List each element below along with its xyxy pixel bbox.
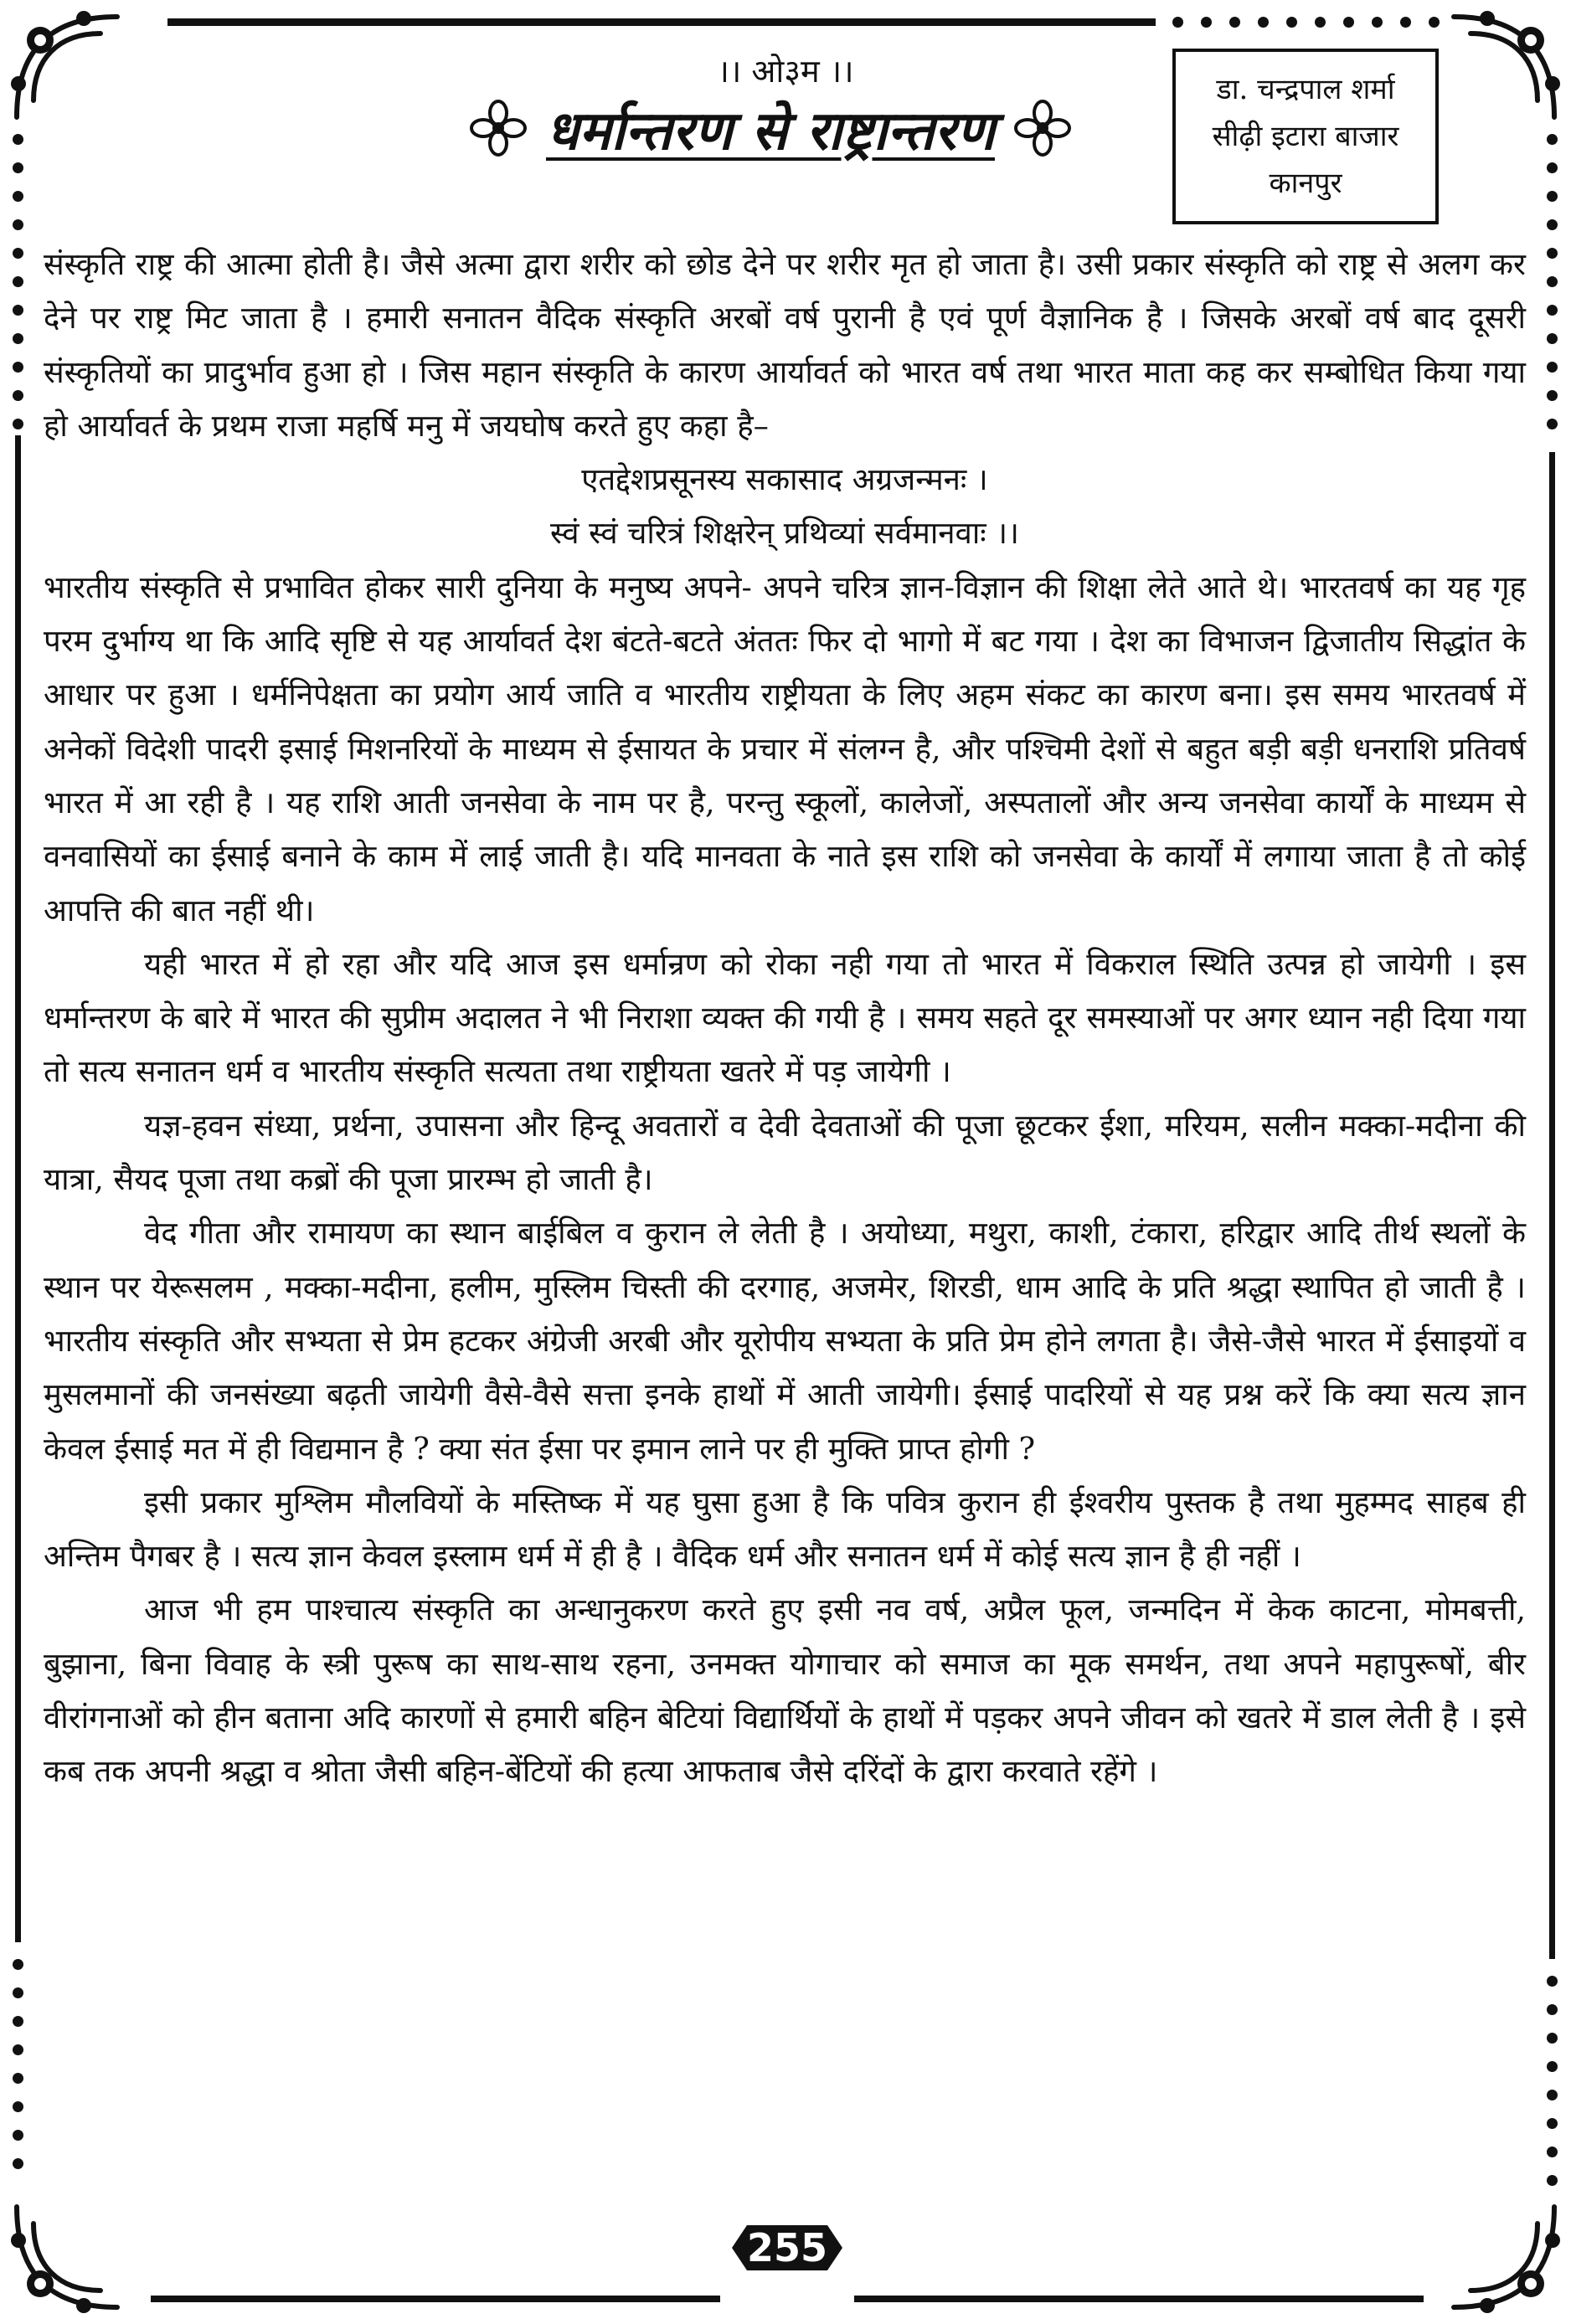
border-dot [1343,17,1354,28]
border-dot [13,2158,23,2169]
border-dot [1547,390,1558,401]
author-box [1172,49,1439,224]
page-title: धर्मान्तरण से राष्ट्रान्तरण [545,99,996,162]
border-dot [1547,276,1558,287]
paragraph: संस्कृति राष्ट्र की आत्मा होती है। जैसे अत्मा द्वारा शरीर को छोड देने पर शरीर मृत हो जाता है। उसी प्रकार संस्कृति को राष्ट्र से अलग कर देने पर राष्ट्र मिट जाता है । हमारी सनातन वैदिक संस्कृति अरबों वर्ष पुरानी है एवं पूर्ण वैज्ञानिक है । जिसके अरबों वर्ष बाद दूसरी संस्कृतियों का प्रादुर्भाव हुआ हो । जिस महान संस्कृति के कारण आर्यावर्त को भारत वर्ष तथा भारत माता कह कर सम्बोधित किया गया हो आर्यावर्त के प्रथम राजा महर्षि मनु में जयघोष करते हुए कहा है– [44,246,1526,444]
author-name: डा. चन्द्रपाल शर्मा [1216,73,1395,106]
border-dot [13,191,23,202]
border-dot [1400,17,1411,28]
border-dot [13,1987,23,1998]
border-dot [1547,219,1558,230]
border-dot [1547,2118,1558,2129]
border-dot [13,2101,23,2112]
verse-line: स्वं स्वं चरित्रं शिक्षरेन् प्रथिव्यां सर्वमानवाः ।। [550,515,1019,552]
border-dot [13,2130,23,2141]
border-dot [13,1959,23,1970]
border-dot [1547,362,1558,373]
border-dot [13,134,23,145]
border-dot [1172,17,1183,28]
title-row [394,90,1147,166]
author-city: कानपुर [1269,167,1342,200]
border-dot [13,248,23,259]
page-number-badge [729,2219,846,2277]
paragraph: यही भारत में हो रहा और यदि आज इस धर्मान्रण को रोका नही गया तो भारत में विकराल स्थिति उत्पन्न हो जायेगी । इस धर्मान्तरण के बारे में भारत की सुप्रीम अदालत ने भी निराशा व्यक्त की गयी है । समय सहते दूर समस्याओं पर अगर ध्यान नही दिया गया तो सत्य सनातन धर्म व भारतीय संस्कृति सत्यता तथा राष्ट्रीयता खतरे में पड़ जायेगी । [44,945,1526,1090]
border-dot [1547,248,1558,259]
flower-ornament-icon [469,99,528,157]
article-body [44,238,1526,1799]
border-dot [1258,17,1269,28]
page-number: 255 [746,2225,828,2270]
border-dot [13,276,23,287]
border-dot [1547,2147,1558,2157]
paragraph: यज्ञ-हवन संध्या, प्रर्थना, उपासना और हिन्दू अवतारों व देवी देवताओं की पूजा छूटकर ईशा, मरियम, सलीन मक्का-मदीना की यात्रा, सैयद पूजा तथा कब्रों की पूजा प्रारम्भ हो जाती है। [44,1107,1526,1198]
border-dot [1547,2175,1558,2186]
author-address: सीढ़ी इटारा बाजार [1212,120,1399,153]
verse-line: एतद्देशप्रसूनस्य सकासाद अग्रजन्मनः । [581,461,988,498]
border-dot [1429,17,1440,28]
right-border [1549,452,1555,1959]
border-dot [13,2016,23,2027]
border-dot [1547,191,1558,202]
border-dot [1372,17,1383,28]
border-dot [1547,333,1558,344]
border-dot [13,362,23,373]
border-dot [13,390,23,401]
bottom-border-right [854,2296,1424,2302]
border-dot [13,305,23,316]
border-dot [13,2073,23,2084]
corner-ornament-bottom-left [0,2198,126,2324]
border-dot [1547,134,1558,145]
border-dot [1547,2033,1558,2044]
border-dot [1315,17,1326,28]
border-dot [13,2044,23,2055]
paragraph: भारतीय संस्कृति से प्रभावित होकर सारी दुनिया के मनुष्य अपने- अपने चरित्र ज्ञान-विज्ञान की शिक्षा लेते आते थे। भारतवर्ष का यह गृह परम दुर्भाग्य था कि आदि सृष्टि से यह आर्यावर्त देश बंटते-बटते अंततः फिर दो भागो में बट गया । देश का विभाजन द्विजातीय सिद्धांत के आधार पर हुआ । धर्मनिपेक्षता का प्रयोग आर्य जाति व भारतीय राष्ट्रीयता के लिए अहम संकट का कारण बना। इस समय भारतवर्ष में अनेकों विदेशी पादरी इसाई मिशनरियों के माध्यम से ईसायत के प्रचार में संलग्न है, और पश्चिमी देशों से बहुत बड़ी बड़ी धनराशि प्रतिवर्ष भारत में आ रही है । यह राशि आती जनसेवा के नाम पर है, परन्तु स्कूलों, कालेजों, अस्पतालों और अन्य जनसेवा कार्यों के माध्यम से वनवासियों का ईसाई बनाने के काम में लाई जाती है। यदि मानवता के नाते इस राशि को जनसेवा के कार्यों में लगाया जाता है तो कोई आपत्ति की बात नहीं थी। [44,568,1526,928]
border-dot [13,219,23,230]
corner-ornament-bottom-right [1445,2198,1571,2324]
paragraph: आज भी हम पाश्चात्य संस्कृति का अन्धानुकरण करते हुए इसी नव वर्ष, अप्रैल फूल, जन्मदिन में केक काटना, मोमबत्ती, बुझाना, बिना विवाह के स्त्री पुरूष का साथ-साथ रहना, उनमक्त योगाचार को समाज का मूक समर्थन, तथा अपने महापुरूषों, बीर वीरांगनाओं को हीन बताना अदि कारणों से हमारी बहिन बेटियां विद्यार्थियों के हाथों में पड़कर अपने जीवन को खतरे में डाल लेती है । इसे कब तक अपनी श्रद्धा व श्रोता जैसी बहिन-बेंटियों की हत्या आफताब जैसे दरिंदों के द्वारा करवाते रहेंगे । [44,1591,1526,1790]
border-dot [1229,17,1240,28]
paragraph: इसी प्रकार मुश्लिम मौलवियों के मस्तिष्क में यह घुसा हुआ है कि पवित्र कुरान ही ईश्वरीय पुस्तक है तथा मुहम्मद साहब ही अन्तिम पैगबर है । सत्य ज्ञान केवल इस्लाम धर्म में ही है । वैदिक धर्म और सनातन धर्म में कोई सत्य ज्ञान है ही नहीं । [44,1483,1526,1575]
border-dot [13,333,23,344]
border-dot [1547,2090,1558,2100]
border-dot [13,419,23,429]
border-dot [1547,305,1558,316]
border-dot [1547,162,1558,173]
top-border [167,18,1156,26]
border-dot [1547,419,1558,429]
border-dot [1547,2061,1558,2072]
left-border [15,435,21,1942]
border-dot [1547,2004,1558,2015]
paragraph: वेद गीता और रामायण का स्थान बाईबिल व कुरान ले लेती है । अयोध्या, मथुरा, काशी, टंकारा, हरिद्वार आदि तीर्थ स्थलों के स्थान पर येरूसलम , मक्का-मदीना, हलीम, मुस्लिम चिस्ती की दरगाह, अजमेर, शिरडी, धाम आदि के प्रति श्रद्धा स्थापित हो जाती है । भारतीय संस्कृति और सभ्यता से प्रेम हटकर अंग्रेजी अरबी और यूरोपीय सभ्यता के प्रति प्रेम होने लगता है। जैसे-जैसे भारत में ईसाइयों व मुसलमानों की जनसंख्या बढ़ती जायेगी वैसे-वैसे सत्ता इनके हाथों में आती जायेगी। ईसाई पादरियों से यह प्रश्न करें कि क्या सत्य ज्ञान केवल ईसाई मत में ही विद्यमान है ? क्या संत ईसा पर इमान लाने पर ही मुक्ति प्राप्त होगी ? [44,1215,1526,1467]
flower-ornament-icon [1013,99,1072,157]
border-dot [13,162,23,173]
bottom-border-left [151,2296,720,2302]
om-heading: ।। ओ३म ।। [717,53,854,90]
border-dot [1201,17,1212,28]
border-dot [1286,17,1297,28]
border-dot [1547,1976,1558,1987]
